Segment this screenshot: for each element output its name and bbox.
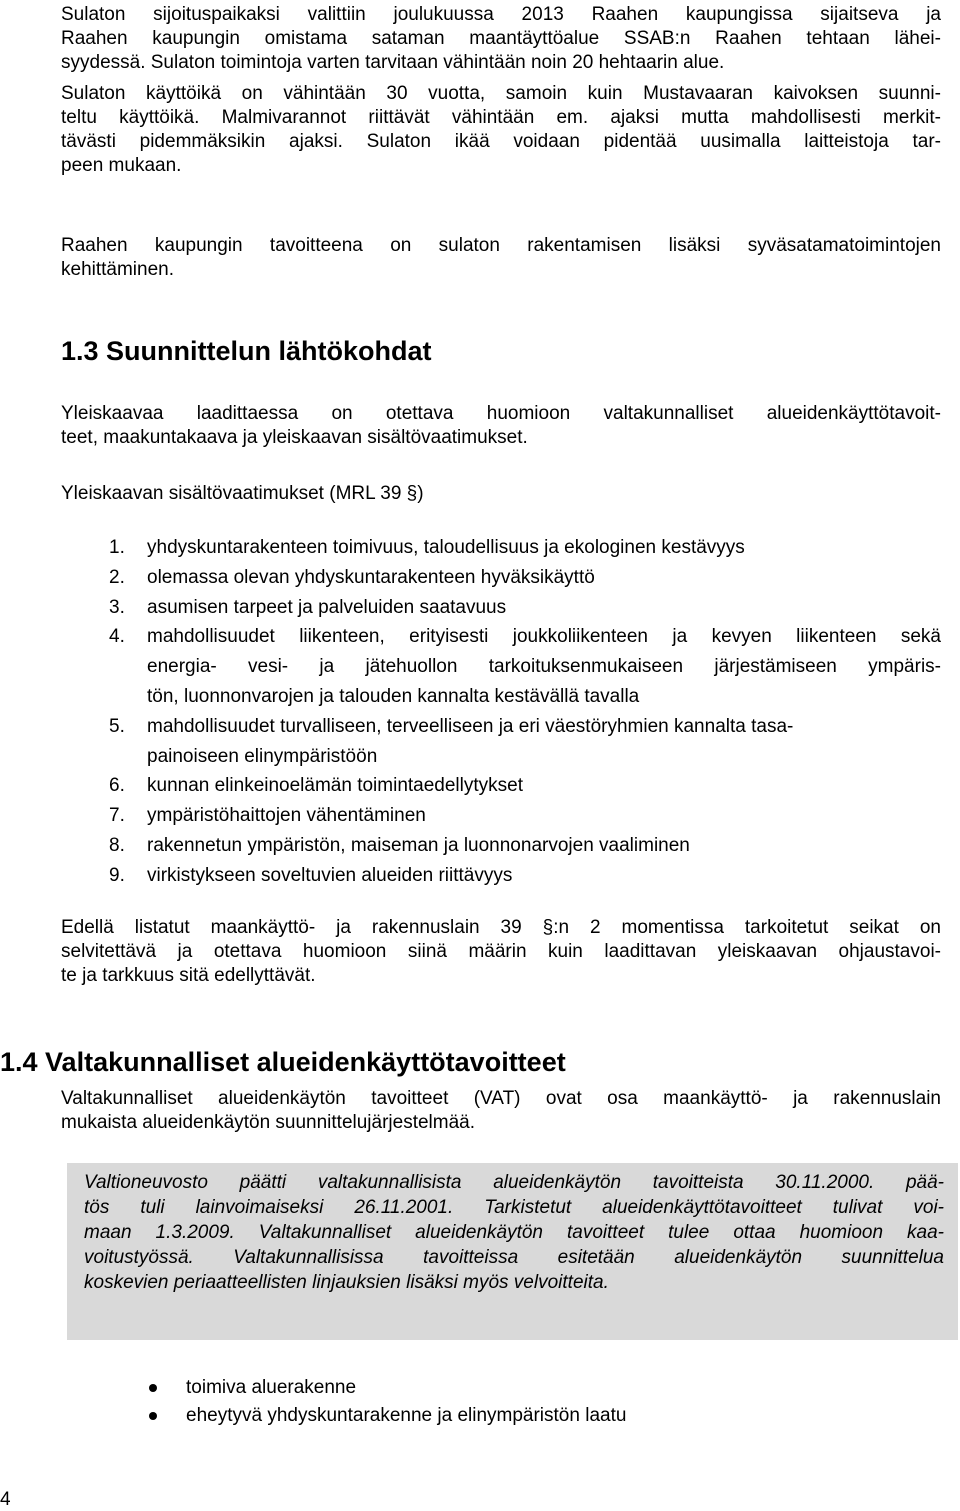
requirements-list-title: Yleiskaavan sisältövaatimukset (MRL 39 §) <box>61 483 424 504</box>
list-item-text: olemassa olevan yhdyskuntarakenteen hyväksikäyttö <box>147 566 595 588</box>
list-number: 3. <box>109 596 125 618</box>
page-number: 4 <box>0 1489 11 1510</box>
list-item-text: tön, luonnonvarojen ja talouden kannalta kestävällä tavalla <box>147 685 640 707</box>
list-item-text: asumisen tarpeet ja palveluiden saatavuus <box>147 596 507 618</box>
text-line: te ja tarkkuus sitä edellyttävät. <box>61 965 316 986</box>
bullet-icon <box>149 1384 157 1392</box>
list-item <box>61 533 941 563</box>
section-heading-1-3: 1.3 Suunnittelun lähtökohdat <box>61 336 432 366</box>
text-line: selvitettävä ja otettava huomioon siinä määrin kuin laadittavan yleiskaavan ohjaustavoi- <box>61 941 941 962</box>
list-number: 6. <box>109 775 125 797</box>
text-line: Sulaton sijoituspaikaksi valittiin joulukuussa 2013 Raahen kaupungissa sijaitseva ja <box>61 4 941 25</box>
text-line: syydessä. Sulaton toimintoja varten tarvitaan vähintään noin 20 hehtaarin alue. <box>61 52 725 73</box>
text-line: Sulaton käyttöikä on vähintään 30 vuotta, samoin kuin Mustavaaran kaivoksen suunni- <box>61 83 941 104</box>
list-item-text: kunnan elinkeinoelämän toimintaedellytykset <box>147 775 524 797</box>
intro-paragraph-2 <box>61 82 941 178</box>
list-number: 9. <box>109 864 125 886</box>
list-number: 2. <box>109 566 125 588</box>
list-item <box>61 563 941 593</box>
text-line: kehittäminen. <box>61 259 175 280</box>
list-item-text: virkistykseen soveltuvien alueiden riittävyys <box>147 864 513 886</box>
list-item <box>61 622 941 711</box>
list-item <box>61 801 941 831</box>
section-1-4-paragraph <box>61 1087 941 1135</box>
list-item <box>61 771 941 801</box>
text-line: tös tuli lainvoimaiseksi 26.11.2001. Tarkistetut alueidenkäyttötavoitteet tulivat voi- <box>84 1197 944 1218</box>
list-number: 7. <box>109 805 125 827</box>
list-number: 8. <box>109 834 125 856</box>
text-line: Raahen kaupungin omistama sataman maantäyttöalue SSAB:n Raahen tehtaan lähei- <box>61 28 941 49</box>
goals-bullet-list <box>61 1374 941 1430</box>
requirements-list <box>61 533 941 891</box>
list-item <box>61 712 941 772</box>
list-item <box>61 1374 941 1402</box>
list-item-text: rakennetun ympäristön, maiseman ja luonnonarvojen vaaliminen <box>147 834 690 856</box>
text-line: teet, maakuntakaava ja yleiskaavan sisältövaatimukset. <box>61 427 528 448</box>
list-item-text: toimiva aluerakenne <box>186 1377 357 1398</box>
list-number: 1. <box>109 537 125 558</box>
list-item <box>61 861 941 891</box>
text-line: voitustyössä. Valtakunnallisissa tavoitteissa esitetään alueidenkäytön suunnittelua <box>84 1247 944 1268</box>
info-box-text <box>84 1170 944 1295</box>
list-item <box>61 831 941 861</box>
text-line: maan 1.3.2009. Valtakunnalliset alueidenkäytön tavoitteet tulee ottaa huomioon kaa- <box>84 1222 944 1243</box>
list-item-text: mahdollisuudet liikenteen, erityisesti joukkoliikenteen ja kevyen liikenteen sekä <box>147 626 941 648</box>
text-line: Valtioneuvosto päätti valtakunnallisista alueidenkäytön tavoitteista 30.11.2000. pää- <box>84 1172 944 1193</box>
list-item <box>61 593 941 623</box>
intro-paragraph-3 <box>61 234 941 282</box>
list-item-text: energia- vesi- ja jätehuollon tarkoituksenmukaiseen järjestämiseen ympäris- <box>147 656 941 678</box>
shaded-info-box <box>67 1163 958 1340</box>
list-item <box>61 1402 941 1430</box>
list-item-text: ympäristöhaittojen vähentäminen <box>147 805 426 827</box>
text-line: Valtakunnalliset alueidenkäytön tavoitteet (VAT) ovat osa maankäyttö- ja rakennuslain <box>61 1088 941 1109</box>
text-line: Edellä listatut maankäyttö- ja rakennuslain 39 §:n 2 momentissa tarkoitetut seikat on <box>61 917 941 938</box>
bullet-icon <box>149 1412 157 1420</box>
text-line: Raahen kaupungin tavoitteena on sulaton rakentamisen lisäksi syväsatamatoimintojen <box>61 235 941 256</box>
text-line: koskevien periaatteellisten linjauksien lisäksi myös velvoitteita. <box>84 1272 609 1293</box>
list-item-text: painoiseen elinympäristöön <box>147 745 378 767</box>
section-1-3-paragraph <box>61 402 941 450</box>
list-item-text: mahdollisuudet turvalliseen, terveelliseen ja eri väestöryhmien kannalta tasa- <box>147 715 794 737</box>
text-line: tävästi pidemmäksikin ajaksi. Sulaton ikää voidaan pidentää uusimalla laitteistoja tar- <box>61 131 941 152</box>
list-number: 5. <box>109 715 125 737</box>
text-line: teltu käyttöikä. Malmivarannot riittävät vähintään em. ajaksi mutta mahdollisesti merkit- <box>61 107 941 128</box>
text-line: Yleiskaavaa laadittaessa on otettava huomioon valtakunnalliset alueidenkäyttötavoit- <box>61 403 941 424</box>
list-item-text: eheytyvä yhdyskuntarakenne ja elinympäristön laatu <box>186 1405 627 1426</box>
text-line: mukaista alueidenkäytön suunnittelujärjestelmää. <box>61 1112 476 1133</box>
section-heading-1-4: 1.4 Valtakunnalliset alueidenkäyttötavoitteet <box>0 1047 566 1077</box>
section-1-3-closing-paragraph <box>61 916 941 988</box>
intro-paragraph-1 <box>61 3 941 75</box>
list-number: 4. <box>109 626 125 648</box>
list-item-text: yhdyskuntarakenteen toimivuus, taloudellisuus ja ekologinen kestävyys <box>147 537 745 558</box>
text-line: peen mukaan. <box>61 155 182 176</box>
